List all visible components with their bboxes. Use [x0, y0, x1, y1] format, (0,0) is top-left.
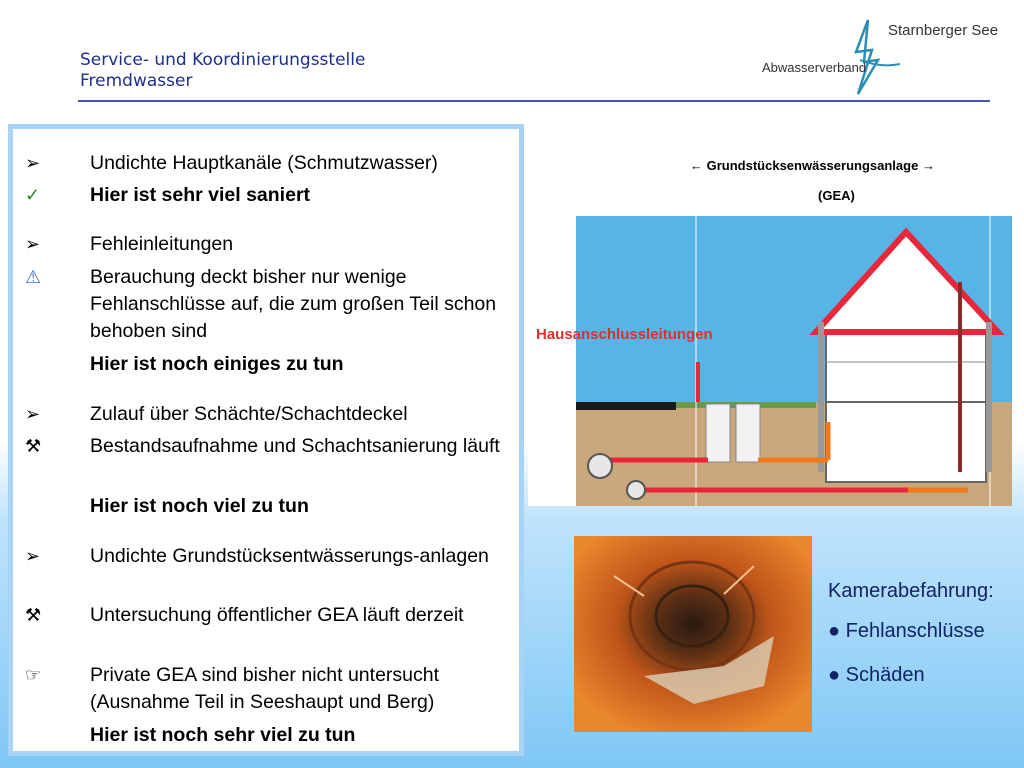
camera-item-schaeden: ● Schäden — [828, 664, 925, 686]
gea-title: ← Grundstücksenwässerungsanlage → — [690, 158, 935, 173]
measures-panel: ➢ Undichte Hauptkanäle (Schmutzwasser) ✓ Hier ist sehr viel saniert ➢ Fehleinleitungen ⚠ Berauchung deckt bisher nur wenige Fehlanschlüsse auf, die zum großen Teil schon behoben sind Hier ist noch einiges zu tun ➢ Zulauf über Schächte/Schachtdeckel ⚒ Bestandsaufnahme und Schachtsanierung läuft Hier ist noch viel zu tun ➢ Undichte Grundstücksentwässerungs-anlagen ⚒ Untersuchung öffentlicher GEA läuft derzeit ☞ Private GEA sind bisher nicht untersucht (Ausnahme Teil in Seeshaupt und Berg) Hier ist noch sehr viel zu tun — [8, 124, 524, 756]
logo-org: Abwasserverband — [762, 60, 867, 75]
arrow-right-icon: → — [921, 158, 935, 173]
checkmark-icon: ✓ — [25, 185, 41, 205]
hausanschluss-label: Hausanschlussleitungen — [536, 326, 713, 343]
camera-title: Kamerabefahrung: — [828, 580, 994, 602]
pipe-camera-image — [574, 536, 812, 732]
gea-subtitle: (GEA) — [818, 188, 855, 203]
title-line-2: Fremdwasser — [80, 71, 193, 91]
logo-name: Starnberger See — [888, 22, 999, 39]
pointing-hand-icon: ☞ — [25, 665, 42, 685]
tools-icon: ⚒ — [25, 436, 42, 456]
smoke-icon: ⚠ — [25, 267, 42, 287]
arrow-left-icon: ← — [690, 158, 703, 173]
house-drainage-diagram — [528, 212, 1012, 506]
arrow-bullet-icon: ➢ — [25, 234, 41, 254]
tools-icon: ⚒ — [25, 605, 42, 625]
lightning-logo-icon — [856, 20, 878, 94]
page-title — [80, 50, 365, 92]
title-line-1: Service- und Koordinierungsstelle — [80, 50, 366, 70]
arrow-bullet-icon: ➢ — [25, 153, 41, 173]
camera-item-fehlanschluesse: ● Fehlanschlüsse — [828, 620, 985, 642]
arrow-bullet-icon: ➢ — [25, 404, 41, 424]
arrow-bullet-icon: ➢ — [25, 546, 41, 566]
